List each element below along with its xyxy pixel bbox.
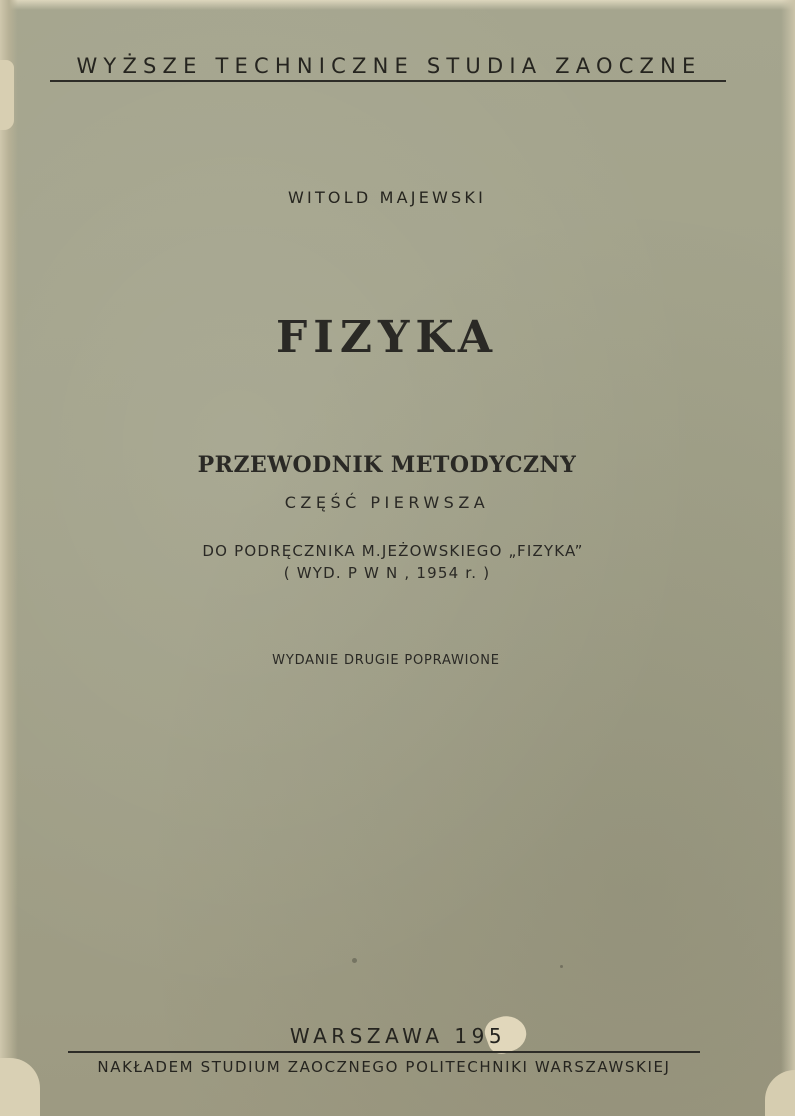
torn-corner bbox=[0, 1058, 40, 1116]
divider-bottom bbox=[68, 1051, 700, 1053]
publisher-line: NAKŁADEM STUDIUM ZAOCZNEGO POLITECHNIKI WARSZAWSKIEJ bbox=[97, 1058, 671, 1076]
paper-edge-top bbox=[0, 0, 795, 10]
place-year: WARSZAWA 195 bbox=[289, 1024, 507, 1048]
series-heading: WYŻSZE TECHNICZNE STUDIA ZAOCZNE bbox=[76, 54, 702, 78]
paper-speck bbox=[560, 965, 563, 968]
author-name: WITOLD MAJEWSKI bbox=[288, 188, 486, 207]
reference-publication-info: ( WYD. P W N , 1954 r. ) bbox=[283, 564, 491, 582]
edition-note: WYDANIE DRUGIE POPRAWIONE bbox=[272, 653, 500, 668]
reference-line: DO PODRĘCZNIKA M.JEŻOWSKIEGO „FIZYKA” bbox=[202, 542, 584, 560]
paper-speck bbox=[352, 958, 357, 963]
torn-corner bbox=[0, 60, 14, 130]
part-label: CZĘŚĆ PIERWSZA bbox=[284, 493, 490, 512]
book-title: FIZYKA bbox=[276, 312, 498, 363]
torn-corner bbox=[765, 1070, 795, 1116]
divider-top bbox=[50, 80, 726, 82]
book-subtitle: PRZEWODNIK METODYCZNY bbox=[197, 452, 577, 478]
